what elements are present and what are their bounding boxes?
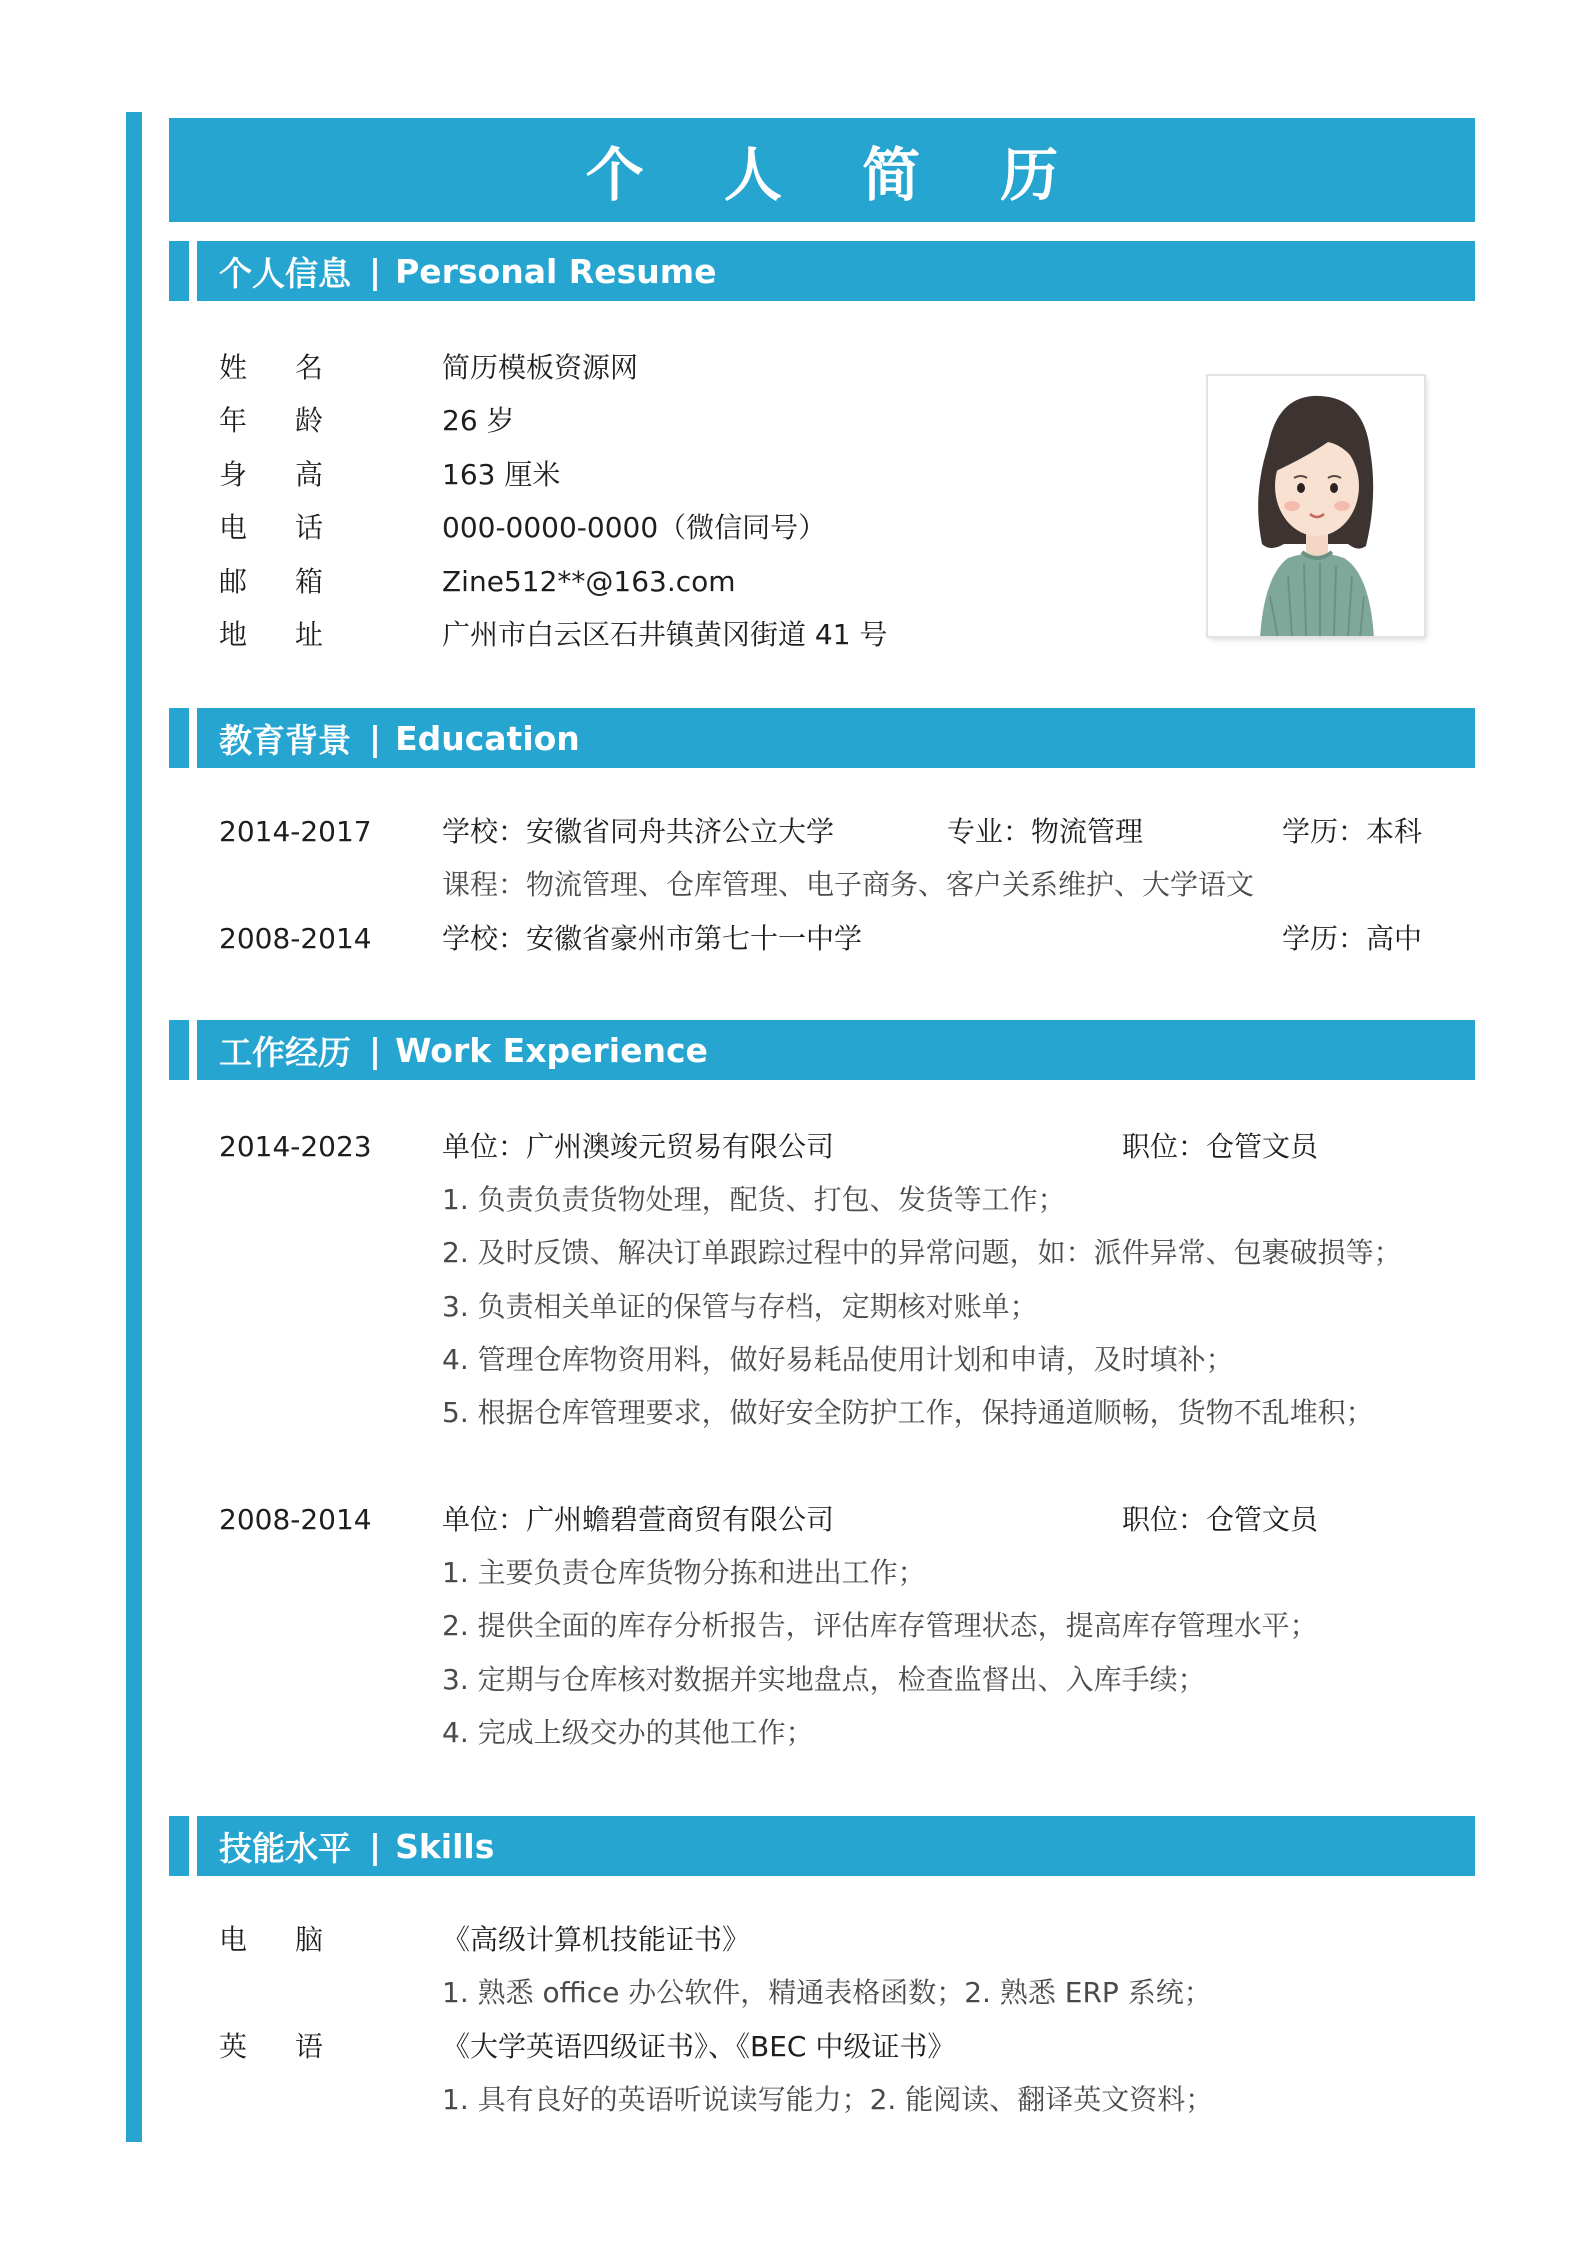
section-title-zh: 教育背景 <box>219 720 351 760</box>
label-age: 年龄 <box>219 404 372 437</box>
value-address: 广州市白云区石井镇黄冈街道 41 号 <box>442 618 888 651</box>
work-duty: 3. 定期与仓库核对数据并实地盘点，检查监督出、入库手续； <box>442 1663 1206 1696</box>
label-name: 姓名 <box>219 351 372 384</box>
work-duty: 1. 负责负责货物处理，配货、打包、发货等工作； <box>442 1183 1066 1216</box>
value-name: 简历模板资源网 <box>442 351 639 384</box>
label-email: 邮箱 <box>219 565 372 598</box>
value-email: Zine512**@163.com <box>442 565 736 598</box>
avatar-illustration <box>1208 376 1424 636</box>
section-title-zh: 工作经历 <box>219 1032 351 1072</box>
section-title-en: Education <box>395 718 580 758</box>
label-phone: 电话 <box>219 511 372 544</box>
section-tab <box>169 241 189 301</box>
section-title-zh: 技能水平 <box>219 1828 351 1868</box>
value-phone: 000-0000-0000（微信同号） <box>442 511 827 544</box>
skill-detail: 1. 熟悉 office 办公软件，精通表格函数；2. 熟悉 ERP 系统； <box>442 1976 1212 2009</box>
section-header-education: 教育背景 | Education <box>169 708 1475 768</box>
label-height: 身高 <box>219 458 372 491</box>
left-accent-bar <box>126 112 142 2142</box>
work-duty: 3. 负责相关单证的保管与存档，定期核对账单； <box>442 1290 1038 1323</box>
skill-label: 电脑 <box>219 1923 372 1956</box>
section-title-zh: 个人信息 <box>219 253 351 293</box>
profile-photo <box>1208 376 1424 636</box>
work-period: 2008-2014 <box>219 1503 372 1536</box>
edu-period: 2014-2017 <box>219 815 372 848</box>
edu-courses: 课程：物流管理、仓库管理、电子商务、客户关系维护、大学语文 <box>442 868 1255 901</box>
work-position: 职位：仓管文员 <box>1122 1503 1319 1536</box>
edu-school: 学校：安徽省豪州市第七十一中学 <box>442 922 863 955</box>
section-title-en: Work Experience <box>395 1030 708 1070</box>
section-tab <box>169 1020 189 1080</box>
edu-school: 学校：安徽省同舟共济公立大学 <box>442 815 835 848</box>
edu-period: 2008-2014 <box>219 922 372 955</box>
section-header-work: 工作经历 | Work Experience <box>169 1020 1475 1080</box>
section-tab <box>169 1816 189 1876</box>
work-company: 单位：广州蟾碧萱商贸有限公司 <box>442 1503 835 1536</box>
label-address: 地址 <box>219 618 372 651</box>
section-tab <box>169 708 189 768</box>
resume-title: 个 人 简 历 <box>169 118 1475 222</box>
skill-cert: 《大学英语四级证书》、《BEC 中级证书》 <box>442 2030 956 2063</box>
work-duty: 1. 主要负责仓库货物分拣和进出工作； <box>442 1556 926 1589</box>
section-header-personal: 个人信息 | Personal Resume <box>169 241 1475 301</box>
work-duty: 4. 完成上级交办的其他工作； <box>442 1716 814 1749</box>
edu-major: 专业：物流管理 <box>947 815 1144 848</box>
skill-detail: 1. 具有良好的英语听说读写能力；2. 能阅读、翻译英文资料； <box>442 2083 1214 2116</box>
section-title-en: Skills <box>395 1826 495 1866</box>
work-duty: 2. 及时反馈、解决订单跟踪过程中的异常问题，如：派件异常、包裹破损等； <box>442 1236 1402 1269</box>
skill-label: 英语 <box>219 2030 372 2063</box>
work-duty: 4. 管理仓库物资用料，做好易耗品使用计划和申请，及时填补； <box>442 1343 1234 1376</box>
section-title-en: Personal Resume <box>395 251 717 291</box>
work-duty: 5. 根据仓库管理要求，做好安全防护工作，保持通道顺畅，货物不乱堆积； <box>442 1396 1374 1429</box>
value-age: 26 岁 <box>442 404 515 437</box>
skill-cert: 《高级计算机技能证书》 <box>442 1923 751 1956</box>
work-position: 职位：仓管文员 <box>1122 1130 1319 1163</box>
work-duty: 2. 提供全面的库存分析报告，评估库存管理状态，提高库存管理水平； <box>442 1609 1318 1642</box>
value-height: 163 厘米 <box>442 458 561 491</box>
section-header-skills: 技能水平 | Skills <box>169 1816 1475 1876</box>
work-company: 单位：广州澳竣元贸易有限公司 <box>442 1130 835 1163</box>
work-period: 2014-2023 <box>219 1130 372 1163</box>
edu-degree: 学历：高中 <box>1282 922 1423 955</box>
edu-degree: 学历：本科 <box>1282 815 1423 848</box>
